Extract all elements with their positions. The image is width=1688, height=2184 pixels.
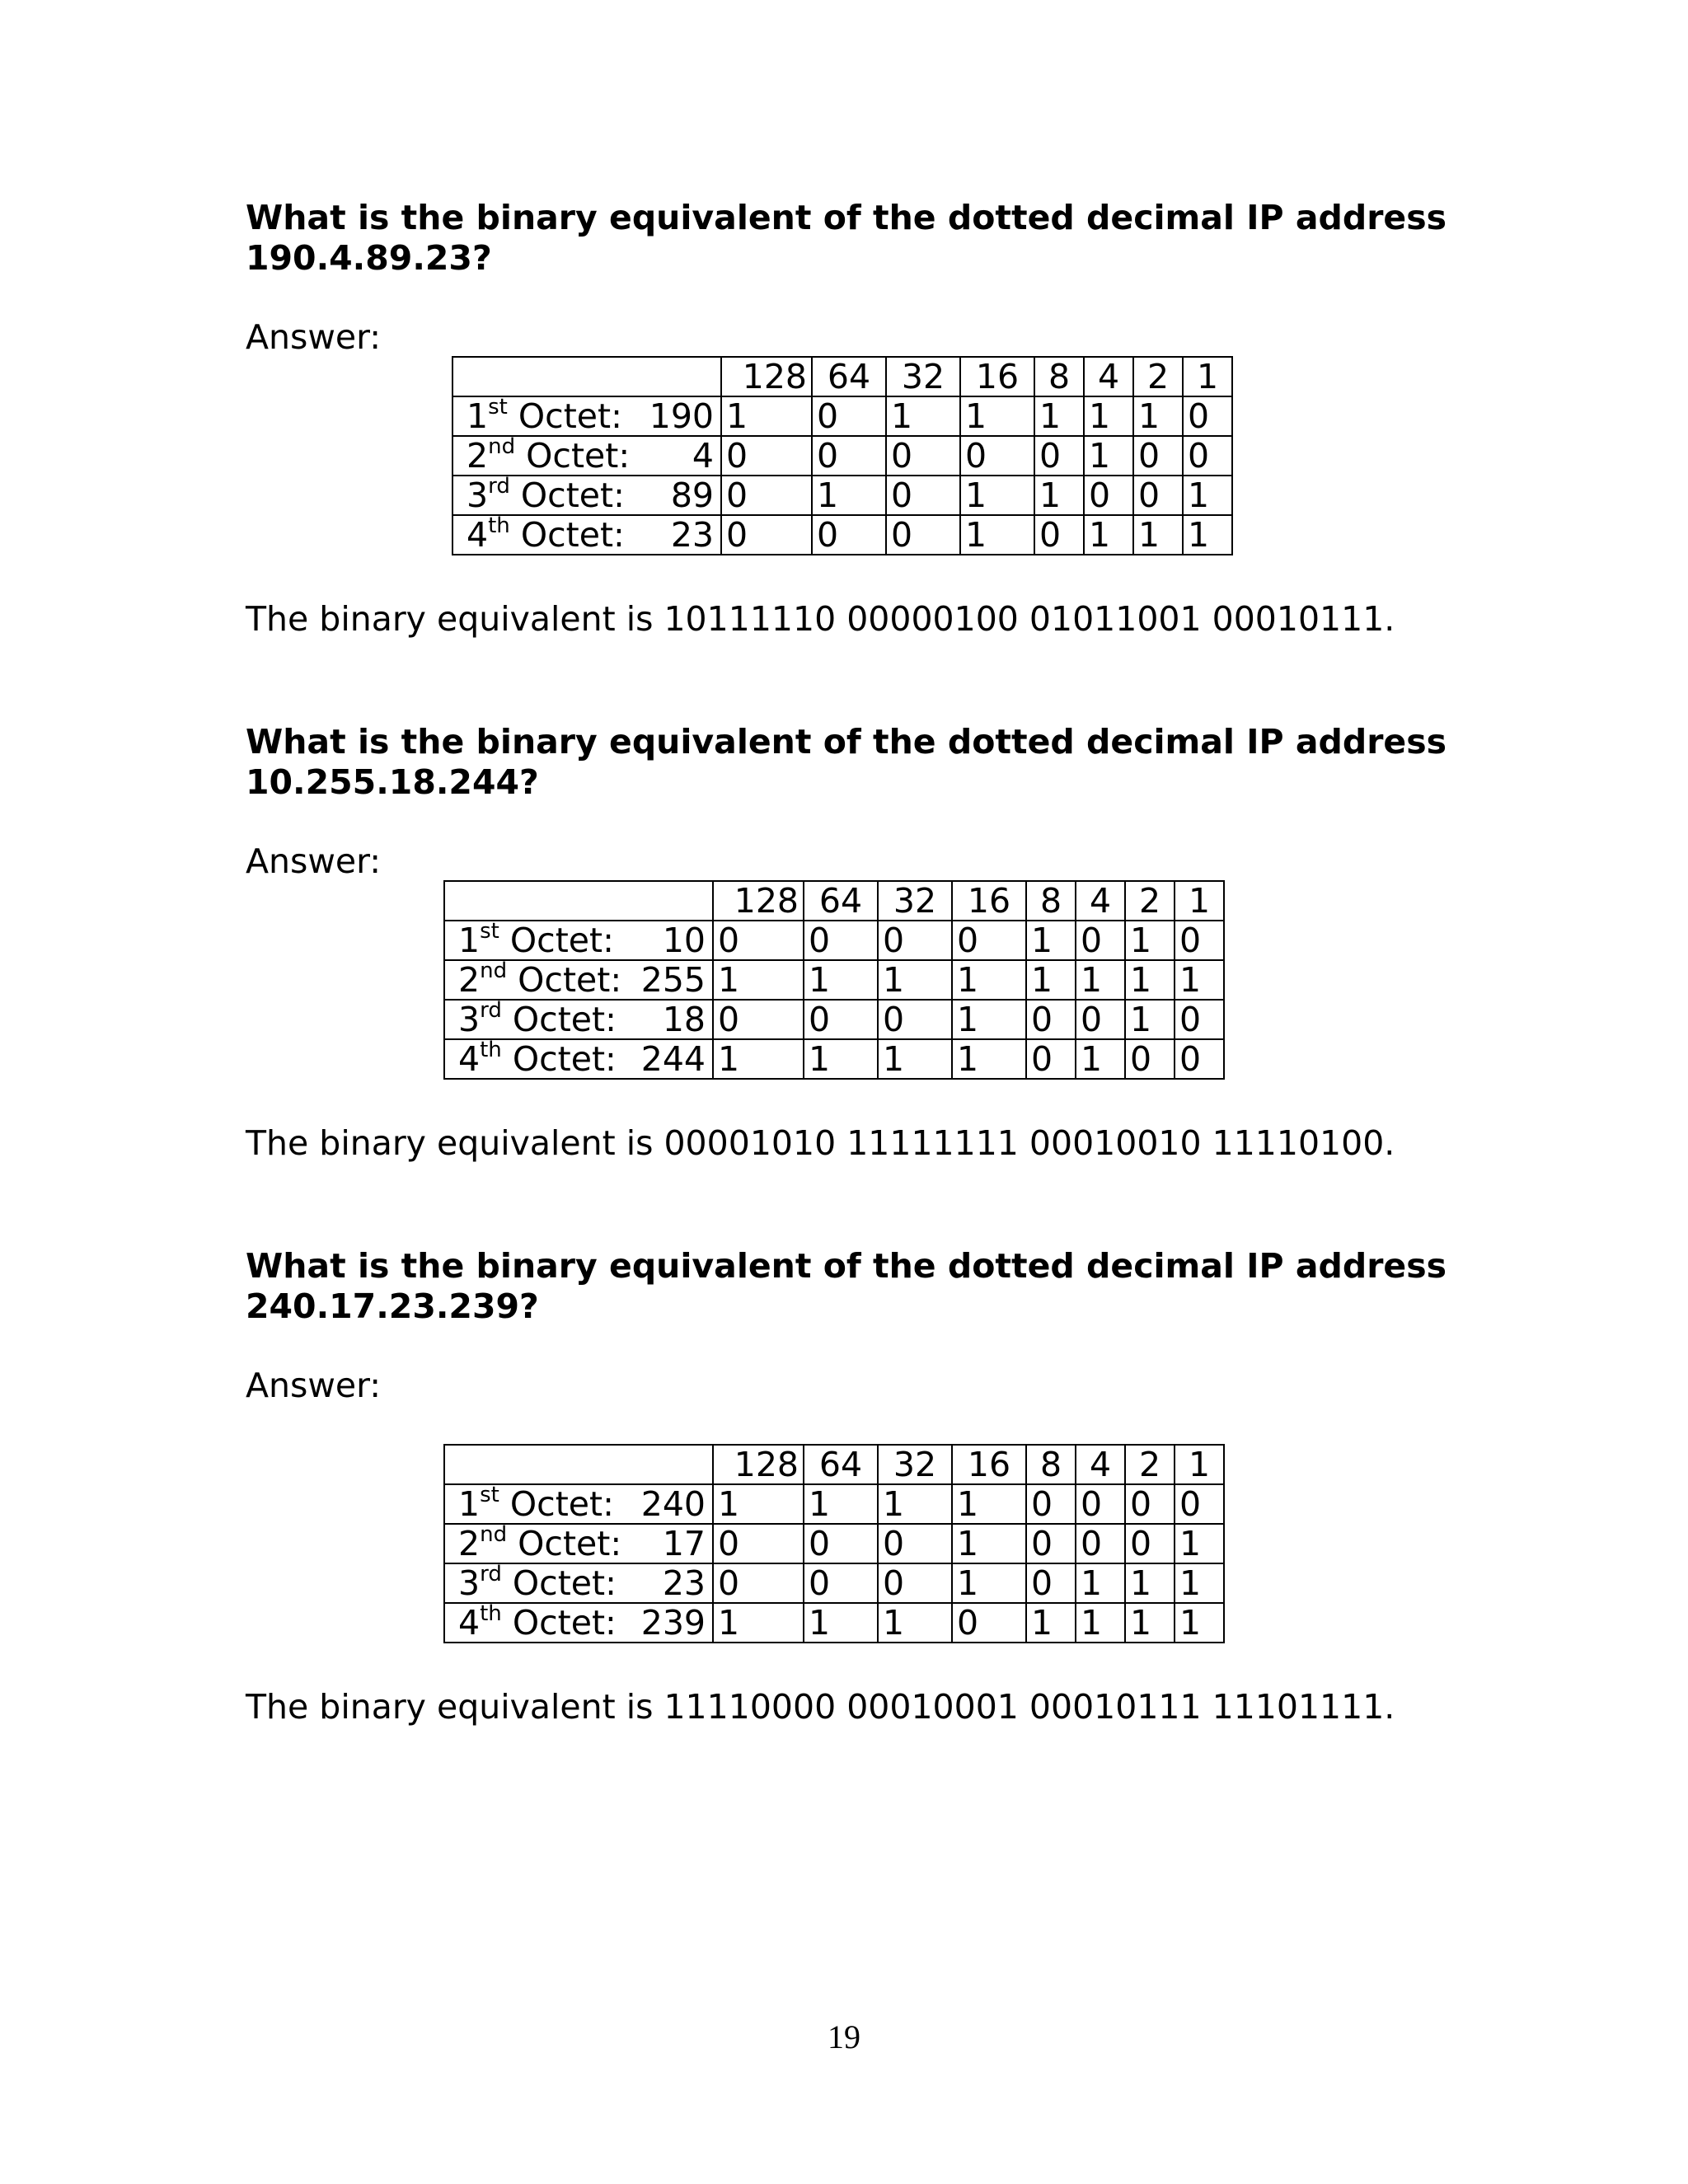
table-row <box>452 436 1232 476</box>
bit-cell: 0 <box>1076 921 1125 960</box>
bit-cell: 0 <box>721 515 812 555</box>
bit-cell: 1 <box>1026 921 1076 960</box>
ordinal-number: 2 <box>458 960 481 1000</box>
octet-label <box>444 1524 713 1563</box>
bit-cell: 1 <box>1076 1603 1125 1643</box>
binary-result: The binary equivalent is 00001010 11111111 00010010 11110100. <box>246 1123 1395 1163</box>
ordinal-number: 4 <box>467 515 489 555</box>
bit-cell: 0 <box>1175 1000 1224 1039</box>
octet-value: 23 <box>670 515 714 555</box>
bit-cell: 1 <box>1175 960 1224 1000</box>
octet-value: 10 <box>662 921 706 960</box>
bit-cell: 0 <box>878 1524 952 1563</box>
octet-word: Octet: <box>512 1000 617 1039</box>
bit-cell: 0 <box>878 1000 952 1039</box>
bit-cell: 1 <box>1183 476 1232 515</box>
bit-cell: 0 <box>1175 1039 1224 1079</box>
octet-word: Octet: <box>512 1563 617 1603</box>
octet-label <box>452 515 721 555</box>
column-header: 128 <box>721 357 812 396</box>
octet-value: 89 <box>670 476 714 515</box>
column-header: 32 <box>878 881 952 921</box>
question-heading <box>246 722 1449 803</box>
bit-cell: 1 <box>1125 1000 1175 1039</box>
bit-cell: 1 <box>713 960 804 1000</box>
octet-label <box>444 1000 713 1039</box>
bit-cell: 1 <box>804 960 878 1000</box>
table-row <box>444 1603 1224 1643</box>
table-row <box>452 476 1232 515</box>
column-header: 16 <box>960 357 1034 396</box>
bit-cell: 0 <box>952 921 1026 960</box>
bit-cell: 1 <box>1034 476 1084 515</box>
bit-cell: 1 <box>1125 1563 1175 1603</box>
octet-label <box>444 1484 713 1524</box>
bit-cell: 1 <box>886 396 960 436</box>
ordinal-suffix: th <box>480 1038 502 1063</box>
bit-cell: 1 <box>952 1484 1026 1524</box>
octet-word: Octet: <box>509 1484 614 1524</box>
ordinal-number: 4 <box>458 1039 481 1079</box>
octet-word: Octet: <box>520 476 625 515</box>
binary-result: The binary equivalent is 11110000 00010001 00010111 11101111. <box>246 1687 1395 1727</box>
octet-word: Octet: <box>512 1603 617 1643</box>
ordinal-suffix: st <box>480 1483 499 1508</box>
bit-cell: 1 <box>1183 515 1232 555</box>
table-corner-cell <box>444 881 713 921</box>
ordinal-number: 3 <box>458 1563 481 1603</box>
bit-cell: 0 <box>1026 1524 1076 1563</box>
binary-result: The binary equivalent is 10111110 00000100 01011001 00010111. <box>246 599 1395 639</box>
bit-cell: 0 <box>804 1000 878 1039</box>
answer-label: Answer: <box>246 317 382 357</box>
bit-cell: 0 <box>713 1563 804 1603</box>
bit-cell: 1 <box>1084 396 1133 436</box>
bit-cell: 1 <box>713 1603 804 1643</box>
bit-cell: 0 <box>713 1524 804 1563</box>
bit-cell: 0 <box>1125 1039 1175 1079</box>
bit-cell: 1 <box>878 1603 952 1643</box>
bit-cell: 1 <box>952 1039 1026 1079</box>
question-section-2 <box>246 722 1449 1163</box>
column-header: 4 <box>1084 357 1133 396</box>
table-row <box>452 515 1232 555</box>
ordinal-suffix: nd <box>480 958 508 984</box>
bit-cell: 1 <box>1084 515 1133 555</box>
column-header: 64 <box>804 1445 878 1484</box>
column-header: 128 <box>713 881 804 921</box>
octet-word: Octet: <box>518 960 622 1000</box>
column-header: 4 <box>1076 881 1125 921</box>
octet-value: 23 <box>662 1563 706 1603</box>
column-header: 2 <box>1125 881 1175 921</box>
bit-cell: 0 <box>1133 436 1183 476</box>
table-row <box>444 960 1224 1000</box>
bit-cell: 1 <box>960 515 1034 555</box>
octet-word: Octet: <box>512 1039 617 1079</box>
ordinal-number: 3 <box>458 1000 481 1039</box>
octet-word: Octet: <box>509 921 614 960</box>
answer-label: Answer: <box>246 1366 382 1405</box>
octet-value: 17 <box>662 1524 706 1563</box>
bit-cell: 0 <box>886 436 960 476</box>
ordinal-suffix: th <box>488 513 510 539</box>
column-header: 1 <box>1183 357 1232 396</box>
table-header-row <box>452 357 1232 396</box>
bit-cell: 0 <box>1026 1563 1076 1603</box>
column-header: 16 <box>952 881 1026 921</box>
bit-cell: 1 <box>713 1039 804 1079</box>
bit-cell: 0 <box>713 1000 804 1039</box>
octet-value: 4 <box>692 436 714 476</box>
ordinal-number: 4 <box>458 1603 481 1643</box>
question-line-1: What is the binary equivalent of the dotted decimal IP address <box>246 1246 1447 1286</box>
column-header: 64 <box>804 881 878 921</box>
binary-conversion-table <box>443 1444 1225 1643</box>
column-header: 1 <box>1175 1445 1224 1484</box>
bit-cell: 1 <box>812 476 886 515</box>
bit-cell: 1 <box>960 476 1034 515</box>
bit-cell: 1 <box>1084 436 1133 476</box>
bit-cell: 0 <box>1076 1524 1125 1563</box>
octet-value: 18 <box>662 1000 706 1039</box>
ordinal-number: 2 <box>467 436 489 476</box>
question-heading <box>246 198 1449 279</box>
bit-cell: 0 <box>886 515 960 555</box>
binary-conversion-table <box>452 356 1233 555</box>
octet-word: Octet: <box>518 1524 622 1563</box>
ordinal-suffix: st <box>488 395 508 420</box>
octet-value: 244 <box>640 1039 706 1079</box>
column-header: 32 <box>886 357 960 396</box>
octet-word: Octet: <box>526 436 631 476</box>
bit-cell: 1 <box>952 960 1026 1000</box>
bit-cell: 1 <box>1175 1563 1224 1603</box>
bit-cell: 1 <box>960 396 1034 436</box>
bit-cell: 0 <box>1175 1484 1224 1524</box>
bit-cell: 0 <box>1026 1039 1076 1079</box>
octet-label <box>444 960 713 1000</box>
bit-cell: 0 <box>1026 1484 1076 1524</box>
table-row <box>452 396 1232 436</box>
column-header: 8 <box>1034 357 1084 396</box>
question-line-1: What is the binary equivalent of the dotted decimal IP address <box>246 722 1447 762</box>
table-row <box>444 1524 1224 1563</box>
question-line-2: 10.255.18.244? <box>246 762 539 802</box>
column-header: 2 <box>1125 1445 1175 1484</box>
table-row <box>444 1039 1224 1079</box>
column-header: 64 <box>812 357 886 396</box>
answer-label: Answer: <box>246 841 382 881</box>
bit-cell: 0 <box>713 921 804 960</box>
column-header: 16 <box>952 1445 1026 1484</box>
bit-cell: 1 <box>1076 1039 1125 1079</box>
table-row <box>444 1000 1224 1039</box>
bit-cell: 0 <box>1125 1524 1175 1563</box>
ordinal-suffix: nd <box>480 1522 508 1548</box>
table-corner-cell <box>444 1445 713 1484</box>
column-header: 4 <box>1076 1445 1125 1484</box>
bit-cell: 0 <box>812 396 886 436</box>
bit-cell: 1 <box>1076 960 1125 1000</box>
bit-cell: 0 <box>721 436 812 476</box>
bit-cell: 0 <box>960 436 1034 476</box>
bit-cell: 0 <box>886 476 960 515</box>
bit-cell: 1 <box>878 960 952 1000</box>
bit-cell: 0 <box>1076 1484 1125 1524</box>
bit-cell: 1 <box>952 1000 1026 1039</box>
octet-value: 239 <box>640 1603 706 1643</box>
bit-cell: 0 <box>1026 1000 1076 1039</box>
bit-cell: 0 <box>1076 1000 1125 1039</box>
bit-cell: 1 <box>1026 1603 1076 1643</box>
bit-cell: 1 <box>1026 960 1076 1000</box>
bit-cell: 0 <box>812 515 886 555</box>
octet-label <box>452 436 721 476</box>
question-section-3 <box>246 1246 1449 1727</box>
column-header: 8 <box>1026 1445 1076 1484</box>
bit-cell: 0 <box>804 1524 878 1563</box>
bit-cell: 1 <box>1034 396 1084 436</box>
octet-value: 190 <box>649 396 714 436</box>
question-section-1 <box>246 198 1449 639</box>
ordinal-suffix: rd <box>480 1562 502 1587</box>
octet-label <box>444 1603 713 1643</box>
bit-cell: 1 <box>878 1484 952 1524</box>
octet-label <box>452 476 721 515</box>
bit-cell: 1 <box>878 1039 952 1079</box>
ordinal-suffix: rd <box>488 474 510 499</box>
bit-cell: 0 <box>1084 476 1133 515</box>
table-header-row <box>444 881 1224 921</box>
bit-cell: 1 <box>804 1484 878 1524</box>
ordinal-suffix: st <box>480 919 499 944</box>
ordinal-number: 1 <box>467 396 489 436</box>
bit-cell: 1 <box>721 396 812 436</box>
table-row <box>444 1484 1224 1524</box>
octet-label <box>444 1563 713 1603</box>
bit-cell: 0 <box>952 1603 1026 1643</box>
table-row <box>444 921 1224 960</box>
ordinal-suffix: nd <box>488 434 516 460</box>
page-number: 19 <box>828 2018 860 2055</box>
bit-cell: 0 <box>878 1563 952 1603</box>
bit-cell: 0 <box>878 921 952 960</box>
bit-cell: 0 <box>1175 921 1224 960</box>
bit-cell: 0 <box>721 476 812 515</box>
table-corner-cell <box>452 357 721 396</box>
question-line-2: 240.17.23.239? <box>246 1286 539 1326</box>
octet-label <box>444 921 713 960</box>
bit-cell: 1 <box>952 1563 1026 1603</box>
bit-cell: 0 <box>1125 1484 1175 1524</box>
bit-cell: 0 <box>812 436 886 476</box>
bit-cell: 0 <box>1183 436 1232 476</box>
octet-word: Octet: <box>520 515 625 555</box>
bit-cell: 1 <box>1125 921 1175 960</box>
ordinal-suffix: rd <box>480 998 502 1024</box>
bit-cell: 1 <box>1133 396 1183 436</box>
octet-label <box>444 1039 713 1079</box>
question-line-1: What is the binary equivalent of the dotted decimal IP address <box>246 198 1447 237</box>
bit-cell: 1 <box>952 1524 1026 1563</box>
bit-cell: 1 <box>804 1603 878 1643</box>
octet-value: 255 <box>640 960 706 1000</box>
bit-cell: 0 <box>1034 515 1084 555</box>
ordinal-suffix: th <box>480 1601 502 1627</box>
bit-cell: 0 <box>1183 396 1232 436</box>
ordinal-number: 1 <box>458 921 481 960</box>
column-header: 2 <box>1133 357 1183 396</box>
bit-cell: 1 <box>804 1039 878 1079</box>
column-header: 128 <box>713 1445 804 1484</box>
bit-cell: 1 <box>1125 1603 1175 1643</box>
bit-cell: 1 <box>1175 1603 1224 1643</box>
column-header: 1 <box>1175 881 1224 921</box>
octet-label <box>452 396 721 436</box>
bit-cell: 1 <box>1125 960 1175 1000</box>
ordinal-number: 3 <box>467 476 489 515</box>
ordinal-number: 2 <box>458 1524 481 1563</box>
bit-cell: 1 <box>713 1484 804 1524</box>
bit-cell: 0 <box>804 1563 878 1603</box>
bit-cell: 0 <box>1034 436 1084 476</box>
table-row <box>444 1563 1224 1603</box>
column-header: 32 <box>878 1445 952 1484</box>
octet-word: Octet: <box>518 396 622 436</box>
octet-value: 240 <box>640 1484 706 1524</box>
column-header: 8 <box>1026 881 1076 921</box>
bit-cell: 1 <box>1175 1524 1224 1563</box>
question-line-2: 190.4.89.23? <box>246 238 492 278</box>
bit-cell: 0 <box>1133 476 1183 515</box>
bit-cell: 1 <box>1076 1563 1125 1603</box>
bit-cell: 0 <box>804 921 878 960</box>
bit-cell: 1 <box>1133 515 1183 555</box>
table-header-row <box>444 1445 1224 1484</box>
binary-conversion-table <box>443 880 1225 1080</box>
ordinal-number: 1 <box>458 1484 481 1524</box>
question-heading <box>246 1246 1449 1327</box>
